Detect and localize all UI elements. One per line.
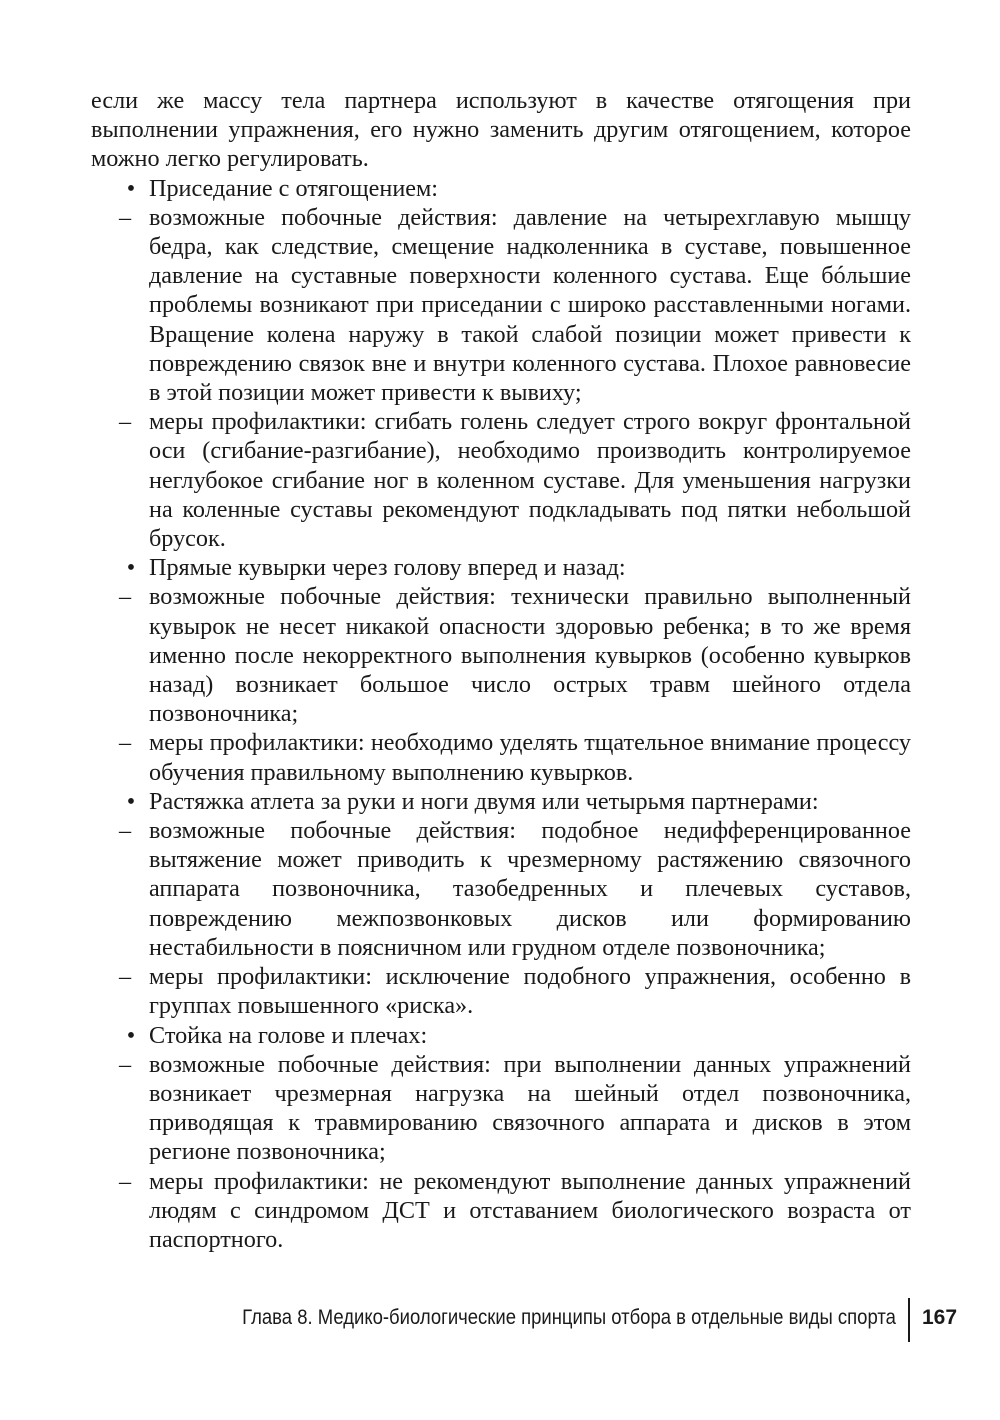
exercise-details <box>119 1050 911 1254</box>
dash-icon: – <box>119 1050 132 1078</box>
chapter-title: Глава 8. Медико-биологические принципы отбора в отдельные виды спорта <box>242 1306 896 1329</box>
detail-item <box>119 728 911 786</box>
detail-text: меры профилактики: исключение подобного упражнения, особенно в группах повышенного «риска». <box>149 963 911 1020</box>
bullet-icon: • <box>126 554 136 582</box>
detail-text: меры профилактики: необходимо уделять тщательное внимание процессу обучения правильному выполнению кувырков. <box>149 729 911 786</box>
exercise-title: Стойка на голове и плечах: <box>149 1021 428 1049</box>
page-body <box>91 86 911 1254</box>
bullet-icon: • <box>126 787 136 815</box>
detail-text: возможные побочные действия: подобное недифференцированное вытяжение может приводить к чрезмерному растяжению связочного аппарата позвоночника, тазобедренных и плечевых суставов, повреждению межпозвонковых дисков или формированию нестабильности в поясничном или грудном отделе позвоночника; <box>149 817 911 961</box>
detail-item <box>119 1050 911 1167</box>
exercise-details <box>119 203 911 553</box>
detail-item <box>119 582 911 728</box>
exercise-details <box>119 582 911 786</box>
detail-text: возможные побочные действия: технически правильно выполненный кувырок не несет никакой опасности здоровью ребенка; в то же время именно после некорректного выполнения кувырков (особенно кувырков назад) возникает большое число острых травм шейного отдела позвоночника; <box>149 583 911 728</box>
dash-icon: – <box>119 408 132 436</box>
exercise-item <box>91 787 911 1021</box>
exercise-title: Растяжка атлета за руки и ноги двумя или четырьмя партнерами: <box>149 787 819 815</box>
detail-item <box>119 203 911 407</box>
detail-item <box>119 962 911 1020</box>
detail-item <box>119 816 911 962</box>
exercise-item <box>91 174 911 554</box>
dash-icon: – <box>119 583 132 611</box>
detail-item <box>119 407 911 553</box>
exercise-item <box>91 1021 911 1255</box>
footer-divider <box>908 1298 910 1342</box>
exercise-title: Приседание с отягощением: <box>149 174 439 202</box>
detail-item <box>119 1167 911 1255</box>
dash-icon: – <box>119 1167 132 1195</box>
bullet-icon: • <box>126 1021 136 1049</box>
exercise-details <box>119 816 911 1020</box>
dash-icon: – <box>119 963 132 991</box>
dash-icon: – <box>119 817 132 845</box>
page-footer <box>0 1298 1000 1342</box>
exercise-list <box>91 174 911 1255</box>
detail-text: возможные побочные действия: давление на четырехглавую мышцу бедра, как следствие, смещение надколенника в суставе, повышенное давление на суставные поверхности коленного сустава. Еще бóльшие проблемы возникают при приседании с широко расставленными ногами. Вращение колена наружу в такой слабой позиции может привести к повреждению связок вне и внутри коленного сустава. Плохое равновесие в этой позиции может привести к вывиху; <box>149 203 911 407</box>
dash-icon: – <box>119 203 132 231</box>
dash-icon: – <box>119 729 132 757</box>
detail-text: меры профилактики: не рекомендуют выполнение данных упражнений людям с синдромом ДСТ и отставанием биологического возраста от паспортного. <box>149 1167 911 1253</box>
page-number: 167 <box>922 1306 958 1329</box>
bullet-icon: • <box>126 174 136 202</box>
detail-text: меры профилактики: сгибать голень следует строго вокруг фронтальной оси (сгибание-разгибание), необходимо производить контролируемое неглубокое сгибание ног в коленном суставе. Для уменьшения нагрузки на коленные суставы рекомендуют подкладывать под пятки небольшой брусок. <box>149 408 911 553</box>
exercise-item <box>91 553 911 787</box>
detail-text: возможные побочные действия: при выполнении данных упражнений возникает чрезмерная нагрузка на шейный отдел позвоночника, приводящая к травмированию связочного аппарата и дисков в этом регионе позвоночника; <box>149 1050 911 1166</box>
exercise-title: Прямые кувырки через голову вперед и назад: <box>149 554 626 582</box>
intro-paragraph: если же массу тела партнера используют в качестве отягощения при выполнении упражнения, его нужно заменить другим отягощением, которое можно легко регулировать. <box>91 87 911 173</box>
